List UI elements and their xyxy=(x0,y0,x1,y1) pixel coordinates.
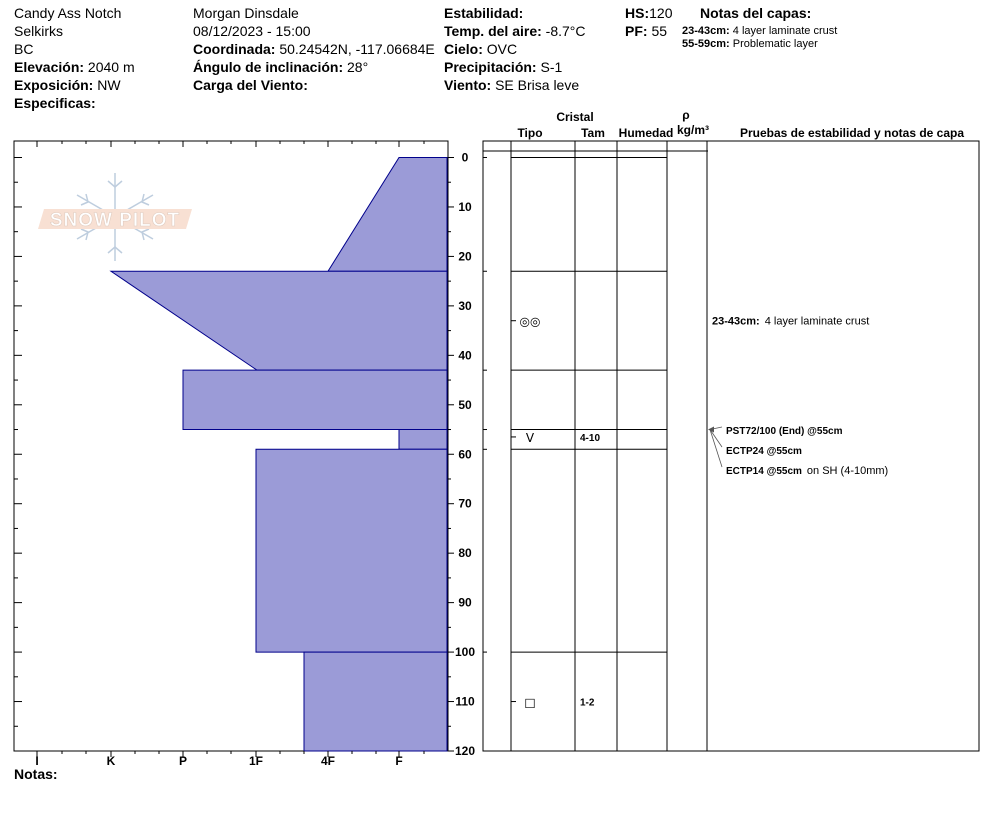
y-tick-label-60: 60 xyxy=(458,447,472,462)
col-rho-header: ρ xyxy=(682,108,690,122)
coord-value: 50.24542N, -117.06684E xyxy=(279,41,435,57)
hardness-layer-3 xyxy=(183,370,447,429)
layer-comments xyxy=(712,316,869,328)
observer-datetime: 08/12/2023 - 15:00 xyxy=(193,23,311,39)
site-location: Candy Ass Notch xyxy=(14,5,122,21)
grain-symbol-1: ◎◎ xyxy=(519,314,541,329)
hs-value: 120 xyxy=(649,5,673,21)
elevation-label: Elevación: xyxy=(14,59,85,75)
y-tick-label-10: 10 xyxy=(458,199,472,214)
layer-comment-range: 23-43cm: xyxy=(712,315,760,328)
pf-value: 55 xyxy=(651,23,668,39)
y-tick-label-110: 110 xyxy=(455,694,475,709)
specifics-label: Especificas: xyxy=(14,95,96,111)
test-extra: on SH (4-10mm) xyxy=(806,465,889,477)
x-tick-label-i: I xyxy=(35,754,39,768)
slope-label: Ángulo de inclinación: xyxy=(193,59,344,75)
y-tick-label-100: 100 xyxy=(454,645,476,660)
y-tick-label-80: 80 xyxy=(458,546,472,561)
aspect-value: NW xyxy=(97,77,121,93)
y-tick-label-40: 40 xyxy=(458,348,472,363)
layer-note-2-range: 55-59cm: xyxy=(682,38,730,50)
y-tick-label-70: 70 xyxy=(458,496,472,511)
test-label: PST72/100 (End) @55cm xyxy=(726,426,843,437)
col-moisture-header: Humedad xyxy=(618,126,674,140)
site-range: Selkirks xyxy=(14,23,64,39)
air-temp-value: -8.7°C xyxy=(545,23,586,39)
y-tick-label-90: 90 xyxy=(458,595,472,610)
test-label: ECTP24 @55cm xyxy=(726,446,802,457)
observer-name: Morgan Dinsdale xyxy=(193,5,299,21)
footer-notes xyxy=(14,765,58,783)
y-tick-label-0: 0 xyxy=(461,150,469,165)
stability-test-2 xyxy=(726,446,802,457)
hardness-layer-5 xyxy=(256,449,447,652)
aspect-label: Exposición: xyxy=(14,77,94,93)
x-tick-label-p: P xyxy=(178,754,188,768)
x-tick-label-4f: 4F xyxy=(320,754,336,768)
sky-value: OVC xyxy=(486,41,518,57)
hardness-layer-4 xyxy=(399,430,447,450)
precip-label: Precipitación: xyxy=(444,59,537,75)
y-tick-label-20: 20 xyxy=(458,249,472,264)
stability-tests xyxy=(708,426,888,477)
hardness-layer-6 xyxy=(304,652,447,751)
col-size-header: Tam xyxy=(581,126,605,140)
stability-label: Estabilidad: xyxy=(444,5,524,21)
col-type-header: Tipo xyxy=(517,126,543,140)
grain-symbol-2: V xyxy=(525,430,535,445)
coord-label: Coordinada: xyxy=(193,41,276,57)
layer-note-2-text: Problematic layer xyxy=(732,38,818,50)
col-density-unit: kg/m³ xyxy=(676,123,710,137)
test-label: ECTP14 @55cm xyxy=(726,466,802,477)
site-region: BC xyxy=(14,41,34,57)
wind-value: SE Brisa leve xyxy=(495,77,580,93)
layer-comment-text: 4 layer laminate crust xyxy=(764,315,870,328)
air-temp-label: Temp. del aire: xyxy=(444,23,542,39)
layer-note-1-text: 4 layer laminate crust xyxy=(732,25,838,37)
layer-note-1-range: 23-43cm: xyxy=(682,25,730,37)
test-leader-2 xyxy=(710,430,722,447)
layer-notes-title-text: Notas del capas: xyxy=(700,5,812,21)
elevation-value: 2040 m xyxy=(87,59,135,75)
stability-test-1 xyxy=(726,426,843,437)
y-tick-label-30: 30 xyxy=(458,298,472,313)
y-tick-label-120: 120 xyxy=(454,744,476,758)
pf-label: PF: xyxy=(625,23,648,39)
grain-size-2: 4-10 xyxy=(580,432,601,444)
grain-entries xyxy=(520,315,601,710)
y-tick-label-50: 50 xyxy=(458,397,472,412)
x-tick-label-f: F xyxy=(395,754,403,768)
layer-comment-1 xyxy=(712,316,869,328)
test-leader-3 xyxy=(710,430,722,467)
x-tick-label-k: K xyxy=(106,754,116,768)
x-tick-label-1f: 1F xyxy=(248,754,264,768)
sky-label: Cielo: xyxy=(444,41,483,57)
hs-label: HS: xyxy=(625,5,650,21)
col-crystal-header: Cristal xyxy=(556,110,594,124)
col-tests-header: Pruebas de estabilidad y notas de capa xyxy=(739,126,965,140)
slope-value: 28° xyxy=(347,59,369,75)
stability-test-3 xyxy=(726,465,888,477)
notes-label: Notas: xyxy=(14,766,58,782)
grain-size-3: 1-2 xyxy=(580,697,595,709)
grain-symbol-3: □ xyxy=(524,695,536,710)
wind-load-label: Carga del Viento: xyxy=(193,77,308,93)
precip-value: S-1 xyxy=(540,59,563,75)
wind-label: Viento: xyxy=(444,77,492,93)
logo-text: SNOW PILOT xyxy=(49,210,181,231)
